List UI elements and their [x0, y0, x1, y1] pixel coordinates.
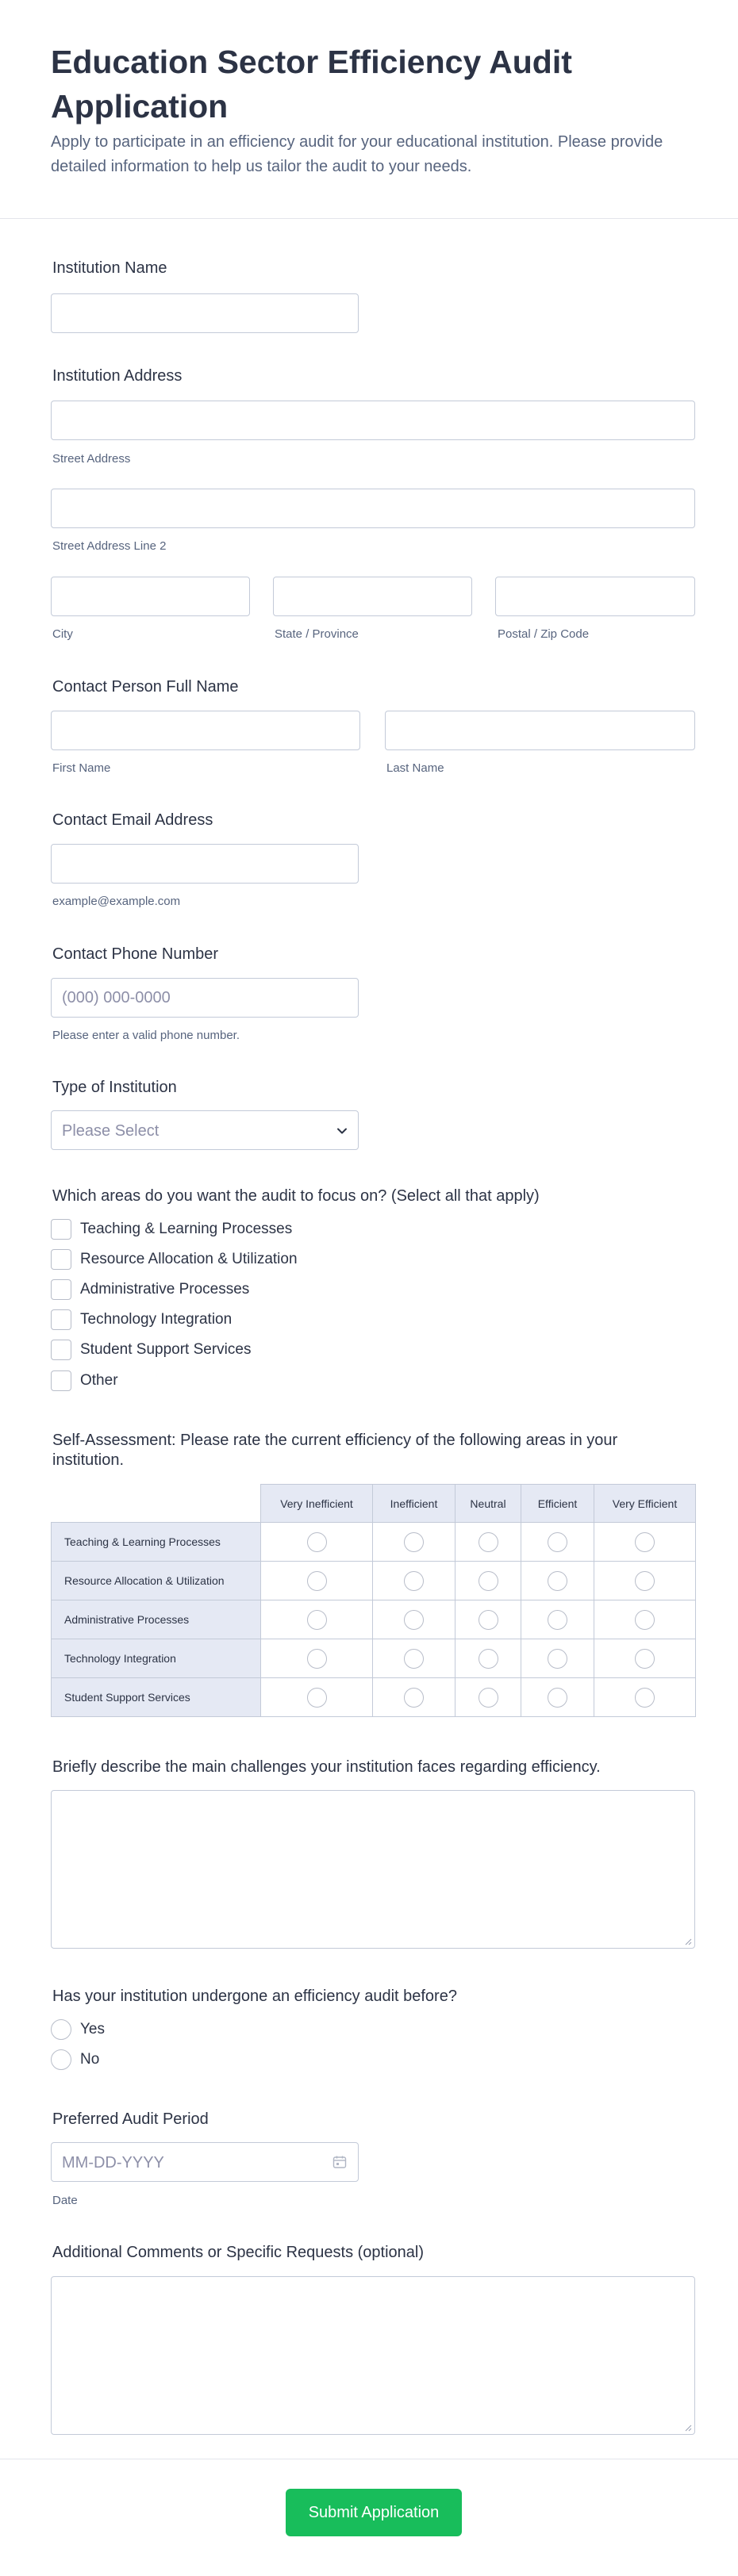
- address-label: Institution Address: [52, 367, 183, 385]
- phone-sublabel: Please enter a valid phone number.: [52, 1029, 240, 1042]
- radio-button[interactable]: [51, 2049, 71, 2070]
- phone-input[interactable]: [51, 978, 359, 1018]
- submit-button[interactable]: Submit Application: [286, 2489, 462, 2536]
- focus-option-label: Technology Integration: [80, 1311, 233, 1328]
- state-input[interactable]: [273, 577, 472, 616]
- focus-option-label: Student Support Services: [80, 1341, 252, 1358]
- focus-option-label: Other: [80, 1372, 118, 1389]
- focus-option-student-support[interactable]: [51, 1339, 527, 1361]
- form-header: [0, 0, 738, 219]
- matrix-radio[interactable]: [548, 1649, 567, 1669]
- last-name-input[interactable]: [385, 711, 695, 750]
- matrix-corner: [52, 1485, 261, 1523]
- focus-option-resources[interactable]: [51, 1248, 527, 1271]
- matrix-radio[interactable]: [307, 1649, 327, 1669]
- matrix-radio[interactable]: [307, 1688, 327, 1708]
- checkbox[interactable]: [51, 1249, 71, 1270]
- focus-option-label: Teaching & Learning Processes: [80, 1221, 293, 1237]
- self-assessment-label: Self-Assessment: Please rate the current efficiency of the following areas in your institution.: [52, 1432, 618, 1469]
- form-subtitle: Apply to participate in an efficiency audit for your educational institution. Please provide detailed information to help us tailor the audit to your needs.: [51, 133, 663, 175]
- matrix-row-header: Administrative Processes: [52, 1600, 261, 1639]
- matrix-radio[interactable]: [479, 1610, 498, 1630]
- institution-type-label: Type of Institution: [52, 1079, 177, 1096]
- matrix-radio[interactable]: [635, 1532, 655, 1552]
- contact-name-label: Contact Person Full Name: [52, 678, 239, 696]
- matrix-row: [52, 1639, 696, 1678]
- matrix-radio[interactable]: [307, 1571, 327, 1591]
- focus-option-other[interactable]: [51, 1370, 527, 1392]
- chevron-down-icon: [334, 1123, 350, 1139]
- street-address-sublabel: Street Address: [52, 452, 131, 466]
- matrix-column-header: Very Efficient: [594, 1485, 696, 1523]
- first-name-sublabel: First Name: [52, 761, 111, 775]
- checkbox[interactable]: [51, 1309, 71, 1330]
- resize-grip-icon[interactable]: [685, 2425, 692, 2432]
- matrix-row: [52, 1678, 696, 1717]
- checkbox[interactable]: [51, 1279, 71, 1300]
- matrix-column-header: Efficient: [521, 1485, 594, 1523]
- self-assessment-matrix: [51, 1484, 696, 1717]
- matrix-row-header: Technology Integration: [52, 1639, 261, 1678]
- matrix-column-header: Inefficient: [373, 1485, 455, 1523]
- matrix-radio[interactable]: [635, 1571, 655, 1591]
- state-sublabel: State / Province: [275, 627, 359, 641]
- audit-period-sublabel: Date: [52, 2194, 78, 2207]
- matrix-row-header: Student Support Services: [52, 1678, 261, 1717]
- institution-name-label: Institution Name: [52, 259, 167, 277]
- street-address-line2-sublabel: Street Address Line 2: [52, 539, 167, 553]
- radio-button[interactable]: [51, 2019, 71, 2040]
- zip-input[interactable]: [495, 577, 695, 616]
- matrix-radio[interactable]: [479, 1688, 498, 1708]
- phone-label: Contact Phone Number: [52, 945, 219, 963]
- matrix-radio[interactable]: [404, 1532, 424, 1552]
- matrix-radio[interactable]: [548, 1571, 567, 1591]
- matrix-radio[interactable]: [635, 1649, 655, 1669]
- institution-type-select[interactable]: [51, 1110, 359, 1150]
- focus-areas-label: Which areas do you want the audit to focus on? (Select all that apply): [52, 1187, 540, 1205]
- matrix-radio[interactable]: [404, 1649, 424, 1669]
- focus-option-administrative[interactable]: [51, 1278, 527, 1301]
- matrix-radio[interactable]: [479, 1649, 498, 1669]
- matrix-radio[interactable]: [548, 1688, 567, 1708]
- prior-audit-yes[interactable]: [51, 2018, 289, 2041]
- calendar-icon[interactable]: [332, 2155, 347, 2169]
- checkbox[interactable]: [51, 1370, 71, 1391]
- matrix-radio[interactable]: [404, 1610, 424, 1630]
- matrix-radio[interactable]: [548, 1532, 567, 1552]
- matrix-radio[interactable]: [307, 1610, 327, 1630]
- matrix-row: [52, 1523, 696, 1562]
- email-sublabel: example@example.com: [52, 895, 181, 908]
- email-label: Contact Email Address: [52, 811, 213, 829]
- street-address-line2-input[interactable]: [51, 489, 695, 528]
- street-address-input[interactable]: [51, 401, 695, 440]
- matrix-row-header: Resource Allocation & Utilization: [52, 1562, 261, 1600]
- focus-option-technology[interactable]: [51, 1309, 527, 1331]
- matrix-radio[interactable]: [479, 1532, 498, 1552]
- audit-period-date-input[interactable]: [51, 2142, 359, 2182]
- checkbox[interactable]: [51, 1340, 71, 1360]
- focus-option-label: Administrative Processes: [80, 1281, 250, 1298]
- first-name-input[interactable]: [51, 711, 360, 750]
- prior-audit-label: Has your institution undergone an efficiency audit before?: [52, 1988, 457, 2005]
- date-placeholder: MM-DD-YYYY: [62, 2154, 164, 2172]
- city-input[interactable]: [51, 577, 250, 616]
- matrix-radio[interactable]: [548, 1610, 567, 1630]
- matrix-row: [52, 1600, 696, 1639]
- matrix-row: [52, 1562, 696, 1600]
- zip-sublabel: Postal / Zip Code: [498, 627, 590, 641]
- matrix-radio[interactable]: [404, 1571, 424, 1591]
- matrix-radio[interactable]: [479, 1571, 498, 1591]
- matrix-radio[interactable]: [307, 1532, 327, 1552]
- audit-period-label: Preferred Audit Period: [52, 2110, 209, 2128]
- last-name-sublabel: Last Name: [386, 761, 444, 775]
- resize-grip-icon[interactable]: [685, 1938, 692, 1945]
- matrix-radio[interactable]: [635, 1610, 655, 1630]
- focus-option-label: Resource Allocation & Utilization: [80, 1251, 298, 1267]
- matrix-column-header: Neutral: [455, 1485, 521, 1523]
- matrix-radio[interactable]: [404, 1688, 424, 1708]
- comments-textarea[interactable]: [51, 2276, 695, 2435]
- prior-audit-no[interactable]: [51, 2049, 289, 2071]
- challenges-textarea[interactable]: [51, 1790, 695, 1949]
- radio-label: No: [80, 2051, 100, 2068]
- radio-label: Yes: [80, 2021, 105, 2037]
- checkbox[interactable]: [51, 1219, 71, 1240]
- email-input[interactable]: [51, 844, 359, 884]
- matrix-column-header: Very Inefficient: [261, 1485, 373, 1523]
- city-sublabel: City: [52, 627, 73, 641]
- matrix-radio[interactable]: [635, 1688, 655, 1708]
- institution-name-input[interactable]: [51, 293, 359, 333]
- form-title: Education Sector Efficiency Audit Application: [51, 44, 572, 125]
- institution-type-placeholder: Please Select: [62, 1122, 160, 1140]
- matrix-row-header: Teaching & Learning Processes: [52, 1523, 261, 1562]
- focus-option-teaching[interactable]: [51, 1218, 527, 1240]
- comments-label: Additional Comments or Specific Requests (optional): [52, 2244, 424, 2261]
- challenges-label: Briefly describe the main challenges your institution faces regarding efficiency.: [52, 1758, 601, 1776]
